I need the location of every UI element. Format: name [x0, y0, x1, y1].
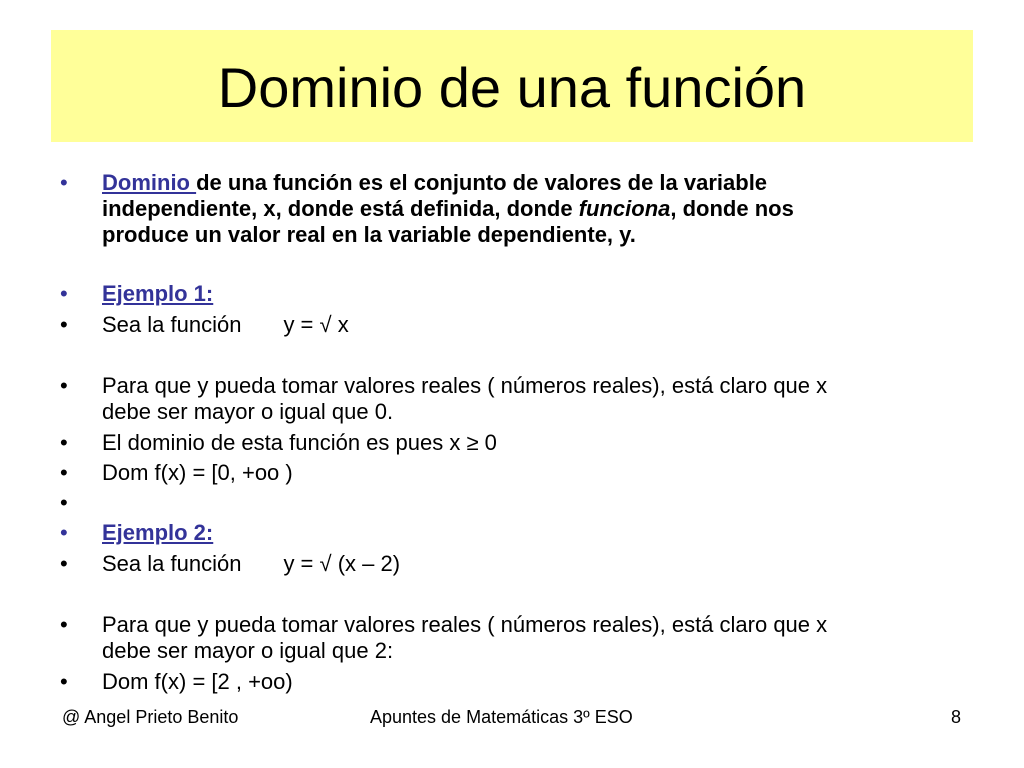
- bullet-marker-empty: •: [60, 490, 68, 515]
- definition-italic-word: funciona: [578, 196, 671, 221]
- bullet-marker: •: [60, 551, 68, 576]
- bullet-marker: •: [60, 312, 68, 337]
- ejemplo2-function: y = √ (x – 2): [283, 551, 401, 576]
- ejemplo1-para-line-1: Para que y pueda tomar valores reales ( números reales), está claro que x: [102, 373, 828, 398]
- definition-line-1: [102, 170, 982, 196]
- definition-text-2a: independiente, x, donde está definida, donde: [102, 196, 579, 221]
- slide-title: Dominio de una función: [217, 56, 807, 119]
- bullet-marker: •: [60, 373, 68, 398]
- ejemplo2-para-line-1: Para que y pueda tomar valores reales ( números reales), está claro que x: [102, 612, 828, 637]
- definition-text-2b: , donde nos: [670, 196, 794, 221]
- ejemplo1-dom-line: Dom f(x) = [0, +oo ): [102, 460, 293, 485]
- bullet-marker: •: [60, 669, 68, 694]
- ejemplo1-dominio-line: El dominio de esta función es pues x ≥ 0: [102, 430, 497, 455]
- dominio-term: Dominio: [102, 170, 197, 195]
- definition-line-2: [102, 196, 982, 222]
- ejemplo2-function-line: [102, 551, 982, 577]
- definition-text-1: de una función es el conjunto de valores de la variable: [196, 170, 768, 195]
- ejemplo2-heading-line: [102, 520, 982, 546]
- bullet-marker: •: [60, 430, 68, 455]
- ejemplo2-sea-label: Sea la función: [102, 551, 242, 576]
- footer-page-number: 8: [951, 707, 962, 727]
- ejemplo1-function: y = √ x: [283, 312, 349, 337]
- footer-author: @ Angel Prieto Benito: [62, 707, 239, 727]
- ejemplo1-para-line-2: debe ser mayor o igual que 0.: [102, 399, 394, 424]
- bullet-marker: •: [60, 281, 68, 306]
- ejemplo1-sea-label: Sea la función: [102, 312, 242, 337]
- ejemplo2-dom-line: Dom f(x) = [2 , +oo): [102, 669, 293, 694]
- ejemplo2-para-line-2: debe ser mayor o igual que 2:: [102, 638, 394, 663]
- ejemplo1-heading: Ejemplo 1:: [102, 281, 214, 306]
- ejemplo1-heading-line: [102, 281, 982, 307]
- ejemplo1-function-line: [102, 312, 982, 338]
- ejemplo2-heading: Ejemplo 2:: [102, 520, 214, 545]
- bullet-marker: •: [60, 170, 68, 195]
- definition-line-3: produce un valor real en la variable dependiente, y.: [102, 222, 636, 247]
- bullet-marker: •: [60, 612, 68, 637]
- bullet-marker: •: [60, 520, 68, 545]
- footer-course: Apuntes de Matemáticas 3º ESO: [370, 707, 633, 727]
- bullet-marker: •: [60, 460, 68, 485]
